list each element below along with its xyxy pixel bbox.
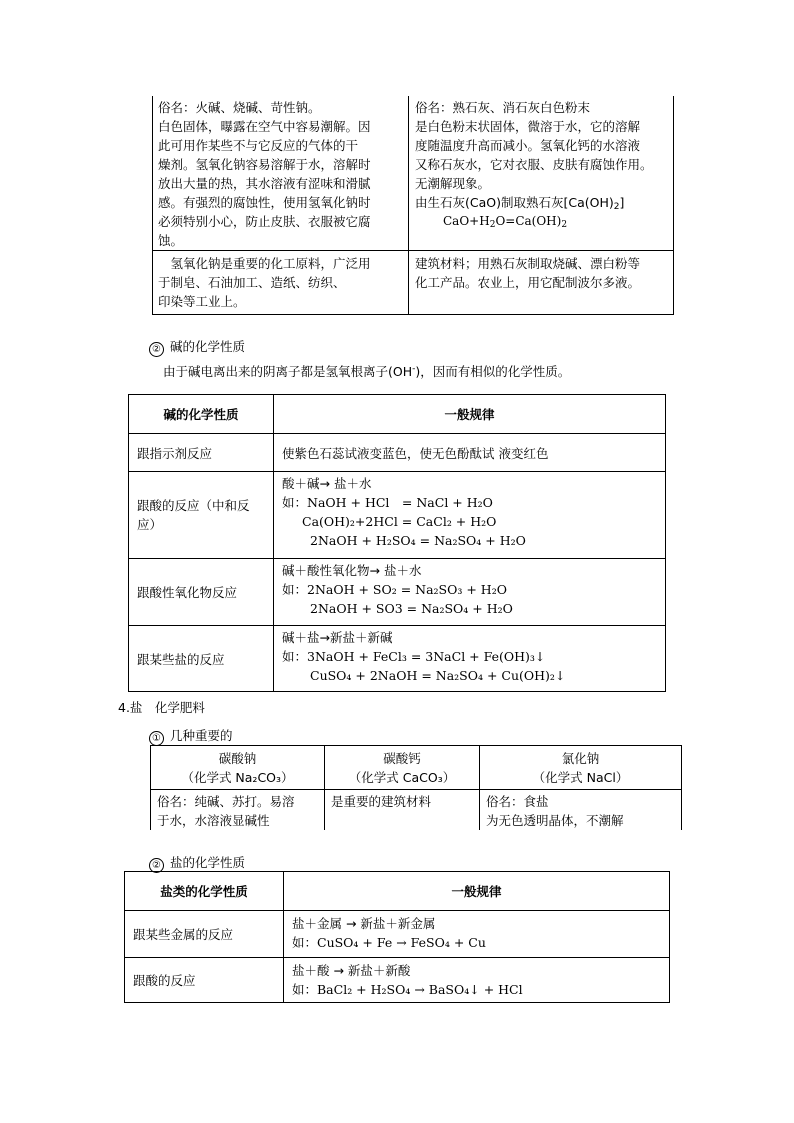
equation: 如：CuSO₄ + Fe → FeSO₄ + Cu xyxy=(292,935,486,950)
naoh-use-line: 印染等工业上。 xyxy=(158,294,246,309)
caoh-desc-line: 又称石灰水，它对衣服、皮肤有腐蚀作用。 xyxy=(415,157,653,172)
property-rule: 酸＋碱→ 盐＋水 xyxy=(282,476,372,491)
salt-name: 碳酸钙 xyxy=(383,751,421,766)
subscript: 2 xyxy=(613,202,620,212)
property-name: 应） xyxy=(137,517,163,532)
base-intro-text xyxy=(163,362,570,380)
property-rule: 碱＋酸性氧化物→ 盐＋水 xyxy=(282,563,422,578)
table-header: 盐类的化学性质 xyxy=(125,872,284,911)
naoh-desc-line: 此可用作某些不与它反应的气体的干 xyxy=(158,138,359,153)
property-name-cell xyxy=(129,472,274,559)
base-properties-table xyxy=(128,394,666,692)
property-rule-cell xyxy=(274,626,666,692)
caoh-desc-line: 无潮解现象。 xyxy=(415,176,491,191)
subsection-title: 几种重要的 xyxy=(170,728,233,743)
salt-desc-line: 俗名：食盐 xyxy=(486,794,549,809)
caoh-equation xyxy=(415,212,673,231)
subscript: 2 xyxy=(489,220,496,230)
caoh-use-cell xyxy=(409,251,674,315)
subsection-title: 盐的化学性质 xyxy=(170,855,246,870)
property-rule: 碱＋盐→新盐＋新碱 xyxy=(282,630,393,645)
equation: 2NaOH + H₂SO₄ = Na₂SO₄ + H₂O xyxy=(310,533,526,548)
caoh-prep-line xyxy=(415,193,673,212)
naoh-desc-line: 放出大量的热，其水溶液有涩味和滑腻 xyxy=(158,176,371,191)
naoh-use-line: 氢氧化钠是重要的化工原料，广泛用 xyxy=(158,256,371,271)
property-name: 跟某些盐的反应 xyxy=(129,626,274,692)
equation: CuSO₄ + 2NaOH = Na₂SO₄ + Cu(OH)₂↓ xyxy=(310,668,566,683)
intro-text: 由于碱电离出来的阴离子都是氢氧根离子(OH xyxy=(163,364,413,379)
superscript: - xyxy=(412,364,416,374)
equation: 2NaOH + SO3 = Na₂SO₄ + H₂O xyxy=(310,601,513,616)
salt-desc-cell xyxy=(325,790,480,831)
salt-desc-line: 俗名：纯碱、苏打。易溶 xyxy=(157,794,295,809)
property-name: 跟酸的反应 xyxy=(125,958,284,1003)
subsection-heading-salt-properties xyxy=(149,853,245,873)
salt-header-cell xyxy=(151,746,325,790)
section-4-heading: 4.盐 化学肥料 xyxy=(118,700,205,715)
equation: 如：2NaOH + SO₂ = Na₂SO₃ + H₂O xyxy=(282,582,507,597)
caoh-prep-text: 由生石灰(CaO)制取熟石灰[Ca(OH) xyxy=(415,195,614,210)
property-name: 跟指示剂反应 xyxy=(129,434,274,472)
equation-part: CaO+H xyxy=(443,214,490,228)
naoh-use-cell xyxy=(153,251,409,315)
salt-formula: （化学式 Na₂CO₃） xyxy=(181,770,294,785)
naoh-desc-line: 白色固体，曝露在空气中容易潮解。因 xyxy=(158,119,371,134)
salt-header-cell xyxy=(480,746,682,790)
circled-number-marker: ① xyxy=(149,731,164,746)
caoh-desc-line: 度随温度升高而减小。氢氧化钙的水溶液 xyxy=(415,138,641,153)
equation: 如：BaCl₂ + H₂SO₄ → BaSO₄↓ + HCl xyxy=(292,982,523,997)
salt-name: 碳酸钠 xyxy=(218,751,257,766)
property-rule-cell xyxy=(274,472,666,559)
property-rule: 盐＋金属 → 新盐＋新金属 xyxy=(292,916,436,931)
property-rule: 使紫色石蕊试液变蓝色，使无色酚酞试 液变红色 xyxy=(274,434,666,472)
naoh-desc-line: 蚀。 xyxy=(158,233,184,248)
caoh-use-line: 化工产品。农业上，用它配制波尔多液。 xyxy=(415,275,641,290)
caoh-desc-line: 俗名：熟石灰、消石灰白色粉末 xyxy=(415,100,591,115)
caoh-desc-line: 是白色粉末状固体，微溶于水，它的溶解 xyxy=(415,119,641,134)
important-salts-table xyxy=(150,745,682,830)
salt-name: 氯化钠 xyxy=(561,751,600,766)
salt-desc-line: 为无色透明晶体，不潮解 xyxy=(486,813,624,828)
naoh-desc-line: 感。有强烈的腐蚀性，使用氢氧化钠时 xyxy=(158,195,371,210)
intro-text: )，因而有相似的化学性质。 xyxy=(415,364,571,379)
property-rule-cell xyxy=(274,559,666,626)
property-name: 跟某些金属的反应 xyxy=(125,911,284,958)
naoh-desc-line: 必须特别小心，防止皮肤、衣服被它腐 xyxy=(158,214,371,229)
section-title: 碱的化学性质 xyxy=(170,339,246,354)
equation: 如：NaOH + HCl = NaCl + H₂O xyxy=(282,495,493,510)
salt-desc-cell xyxy=(151,790,325,831)
section-heading-base-properties xyxy=(149,337,245,357)
equation: Ca(OH)₂+2HCl = CaCl₂ + H₂O xyxy=(302,514,497,529)
salt-desc-cell xyxy=(480,790,682,831)
equation-part: O=Ca(OH) xyxy=(495,214,562,228)
table-header: 一般规律 xyxy=(284,872,670,911)
subsection-heading-important-salts xyxy=(149,726,233,746)
subscript: 2 xyxy=(561,220,568,230)
salt-formula: （化学式 NaCl） xyxy=(532,770,629,785)
naoh-desc-line: 俗名：火碱、烧碱、苛性钠。 xyxy=(158,100,321,115)
salt-properties-table xyxy=(124,871,670,1003)
naoh-desc-line: 燥剂。氢氧化钠容易溶解于水，溶解时 xyxy=(158,157,371,172)
table-header: 碱的化学性质 xyxy=(129,395,274,434)
equation: 如：3NaOH + FeCl₃ = 3NaCl + Fe(OH)₃↓ xyxy=(282,649,546,664)
circled-number-marker: ② xyxy=(149,858,164,873)
hydroxide-table xyxy=(152,96,674,315)
property-rule-cell xyxy=(284,911,670,958)
naoh-description-cell xyxy=(153,96,409,251)
salt-formula: （化学式 CaCO₃） xyxy=(348,770,456,785)
property-name: 跟酸性氧化物反应 xyxy=(129,559,274,626)
salt-desc-line: 是重要的建筑材料 xyxy=(331,794,432,809)
circled-number-marker: ② xyxy=(149,342,164,357)
salt-desc-line: 于水，水溶液显碱性 xyxy=(157,813,270,828)
caoh-prep-text: ] xyxy=(619,195,625,210)
naoh-use-line: 于制皂、石油加工、造纸、纺织、 xyxy=(158,275,346,290)
caoh-use-line: 建筑材料；用熟石灰制取烧碱、漂白粉等 xyxy=(415,256,641,271)
property-rule-cell xyxy=(284,958,670,1003)
caoh-description-cell xyxy=(409,96,674,251)
table-header: 一般规律 xyxy=(274,395,666,434)
property-rule: 盐＋酸 → 新盐＋新酸 xyxy=(292,963,411,978)
property-name: 跟酸的反应（中和反 xyxy=(137,498,250,513)
salt-header-cell xyxy=(325,746,480,790)
